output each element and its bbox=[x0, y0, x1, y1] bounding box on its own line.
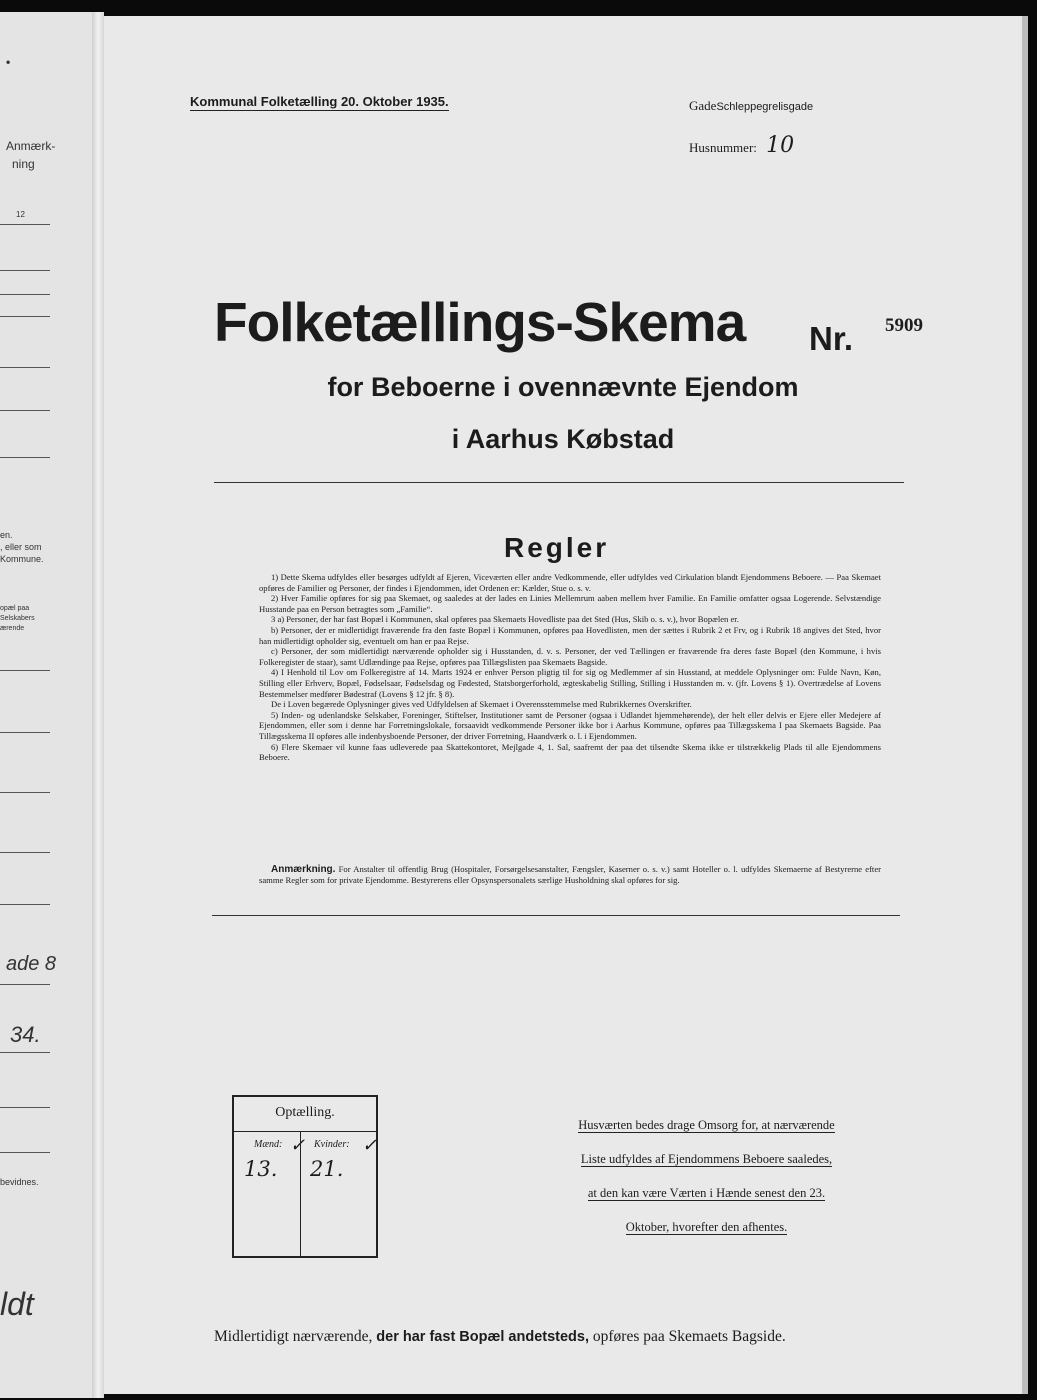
rule-paragraph: 3 a) Personer, der har fast Bopæl i Kommunen, skal opføres paa Skemaets Hovedliste paa det Sted (Hus, Skib o. s. v.), hvor Bopælen er. bbox=[271, 614, 739, 625]
house-number-field bbox=[689, 133, 794, 158]
men-count: 13. bbox=[244, 1157, 278, 1181]
page-edge bbox=[1022, 16, 1028, 1394]
left-rule bbox=[0, 224, 50, 225]
left-mark: Kommune. bbox=[0, 554, 44, 564]
form-subtitle: for Beboerne i ovennævnte Ejendom bbox=[327, 372, 799, 402]
notice-line: Husværten bedes drage Omsorg for, at nærværende bbox=[578, 1118, 835, 1132]
form-subtitle-city: i Aarhus Købstad bbox=[451, 424, 675, 454]
census-form-page bbox=[104, 16, 1022, 1394]
book-fold bbox=[92, 12, 104, 1398]
rule-paragraph: c) Personer, der som midlertidigt nærværende opholder sig i Husstanden, d. v. s. Personer, der ved Tællingen er fraværende fra deres faste Bopæl (den Kommune, i hvis Folkeregister de staar), samt Udlændinge paa Rejse, opføres paa Tillægslisten paa Skemaets Bagside. bbox=[259, 646, 881, 667]
left-rule bbox=[0, 1052, 50, 1053]
rule-paragraph: 2) Hver Familie opføres for sig paa Skemaet, og saaledes at der lades en Linies Mellemrum aaben mellem hver Familie. En Familie omfatter ogsaa Logerende. Selvstændige Husstande paa en Person betragtes som „Familie“. bbox=[259, 593, 881, 614]
previous-page-strip bbox=[0, 12, 92, 1398]
house-number-value: 10 bbox=[766, 133, 795, 158]
footer-part-bold: der har fast Bopæl andetsteds, bbox=[376, 1329, 590, 1345]
street-label: Gade bbox=[689, 98, 717, 113]
rule-paragraph: De i Loven begærede Oplysninger gives ved Udfyldelsen af Skemaet i Overensstemmelse med Rubrikkernes Overskrifter. bbox=[271, 699, 692, 710]
left-rule bbox=[0, 904, 50, 905]
check-mark: ✓ bbox=[290, 1135, 306, 1156]
notice-line: at den kan være Værten i Hænde senest den 23. bbox=[587, 1186, 826, 1200]
left-rule bbox=[0, 1107, 50, 1108]
left-rule bbox=[0, 984, 50, 985]
rule-paragraph: b) Personer, der er midlertidigt fraværende fra den faste Bopæl i Kommunen, opføres paa Hovedlisten, men der sættes i Rubrik 2 et Frv, og i Rubrik 18 angives det Sted, hvor han midlertidigt opholder sig, eventuelt om han er paa Rejse. bbox=[259, 624, 881, 646]
rules-heading: Regler bbox=[504, 532, 610, 563]
rules-text bbox=[259, 572, 881, 763]
remark bbox=[259, 864, 881, 886]
footer-part: opføres paa Skemaets Bagside. bbox=[592, 1328, 786, 1345]
rule-paragraph: 6) Flere Skemaer vil kunne faas udleverede paa Skattekontoret, Mejlgade 4, 1. Sal, saafremt der paa det tilsendte Skema ikke er tilstrækkelig Plads til alle Ejendommens Beboere. bbox=[259, 741, 881, 763]
rule-paragraph: 4) I Henhold til Lov om Folkeregistre af 14. Marts 1924 er enhver Person pligtig til for sig og Medlemmer af sin Husstand, at meddele Oplysninger om: Fulde Navn, Køn, Stilling eller Erhverv, Bopæl, Fødselsaar, Fødselsdag og Fødested, Statsborgerforhold, ægteskabelig Stilling, Stilling i Husstanden m. v. (jfr. Lovens § 1). Overtrædelse af Lovens Bestemmelser medfører Bødestraf (Lovens § 12 jfr. § 8). bbox=[259, 667, 881, 699]
street-value: Schleppegrelisgade bbox=[716, 101, 814, 113]
notice-line: Liste udfyldes af Ejendommens Beboere saaledes, bbox=[580, 1152, 833, 1166]
rule-paragraph: 1) Dette Skema udfyldes eller besørges udfyldt af Ejeren, Viceværten eller andre Vedkommende, eller udfyldes ved Cirkulation blandt Ejendommens Beboere. — Paa Skemaet opføres de Familier og Personer, der findes i Ejendommen, idet Ordenen er: Kælder, Stue o. s. v. bbox=[259, 572, 881, 593]
form-number-label: Nr. bbox=[809, 320, 854, 357]
left-rule bbox=[0, 457, 50, 458]
tally-box bbox=[232, 1095, 378, 1258]
left-mark: Selskabers bbox=[0, 615, 35, 622]
left-mark: opæl paa bbox=[0, 605, 30, 612]
form-number-value: 5909 bbox=[885, 315, 923, 336]
divider bbox=[214, 482, 904, 483]
left-mark: ærende bbox=[0, 625, 25, 632]
tally-caption: Optælling. bbox=[275, 1105, 335, 1120]
left-mark: bevidnes. bbox=[0, 1177, 39, 1187]
rule-paragraph: 5) Inden- og udenlandske Selskaber, Foreninger, Stiftelser, Institutioner samt de Personer (ogsaa i Udlandet hjemmehørende), der helt eller delvis er Ejere eller Medejere af Ejendommen, eller som i denne har Forretningslokale, forsaavidt vedkommende Personer ikke bor i Aarhus Kommune, opføres paa Tillægsskema I paa Skemaets Bagside. Paa Tillægsskema II opføres alle indenbysboende Personer, der driver Forretning, Haandværk o. l. i Ejendommen. bbox=[259, 709, 881, 741]
left-rule bbox=[0, 316, 50, 317]
men-label: Mænd: bbox=[254, 1139, 283, 1150]
left-rule bbox=[0, 792, 50, 793]
women-count: 21. bbox=[310, 1157, 344, 1181]
house-number-label: Husnummer: bbox=[689, 140, 757, 155]
left-mark: , eller som bbox=[0, 542, 42, 552]
left-rule bbox=[0, 294, 50, 295]
census-header: Kommunal Folketælling 20. Oktober 1935. bbox=[190, 94, 449, 109]
left-rule bbox=[0, 270, 50, 271]
divider bbox=[212, 915, 900, 916]
tally-divider bbox=[234, 1131, 376, 1132]
check-mark: ✓ bbox=[362, 1135, 378, 1156]
footer-part: Midlertidigt nærværende, bbox=[214, 1328, 373, 1345]
left-rule bbox=[0, 367, 50, 368]
women-label: Kvinder: bbox=[314, 1139, 350, 1150]
footer-note bbox=[214, 1328, 786, 1346]
left-rule bbox=[0, 732, 50, 733]
left-handwriting: ldt bbox=[0, 1286, 34, 1322]
left-rule bbox=[0, 410, 50, 411]
left-rule bbox=[0, 670, 50, 671]
landlord-notice bbox=[534, 1108, 879, 1244]
notice-line: Oktober, hvorefter den afhentes. bbox=[625, 1220, 788, 1234]
left-mark: 12 bbox=[16, 210, 25, 219]
remark-label: Anmærkning. bbox=[271, 864, 336, 875]
left-rule bbox=[0, 1152, 50, 1153]
form-title: Folketællings-Skema bbox=[214, 291, 746, 353]
left-handwriting: ade 8 bbox=[6, 953, 57, 975]
remark-text: For Anstalter til offentlig Brug (Hospitaler, Forsørgelsesanstalter, Fængsler, Kaserner o. s. v.) samt Hoteller o. l. udfyldes Skemaerne af Bestyrerne efter samme Regler som for private Ejendomme. Bestyrerens eller Opsynspersonalets særlige Husholdning skal opføres for sig. bbox=[259, 864, 882, 885]
left-mark: en. bbox=[0, 530, 13, 540]
left-handwriting: 34. bbox=[10, 1022, 41, 1047]
left-mark: Anmærk- bbox=[6, 139, 56, 153]
left-mark: • bbox=[6, 55, 11, 69]
left-rule bbox=[0, 852, 50, 853]
street-field bbox=[689, 98, 813, 114]
left-mark: ning bbox=[12, 157, 35, 171]
